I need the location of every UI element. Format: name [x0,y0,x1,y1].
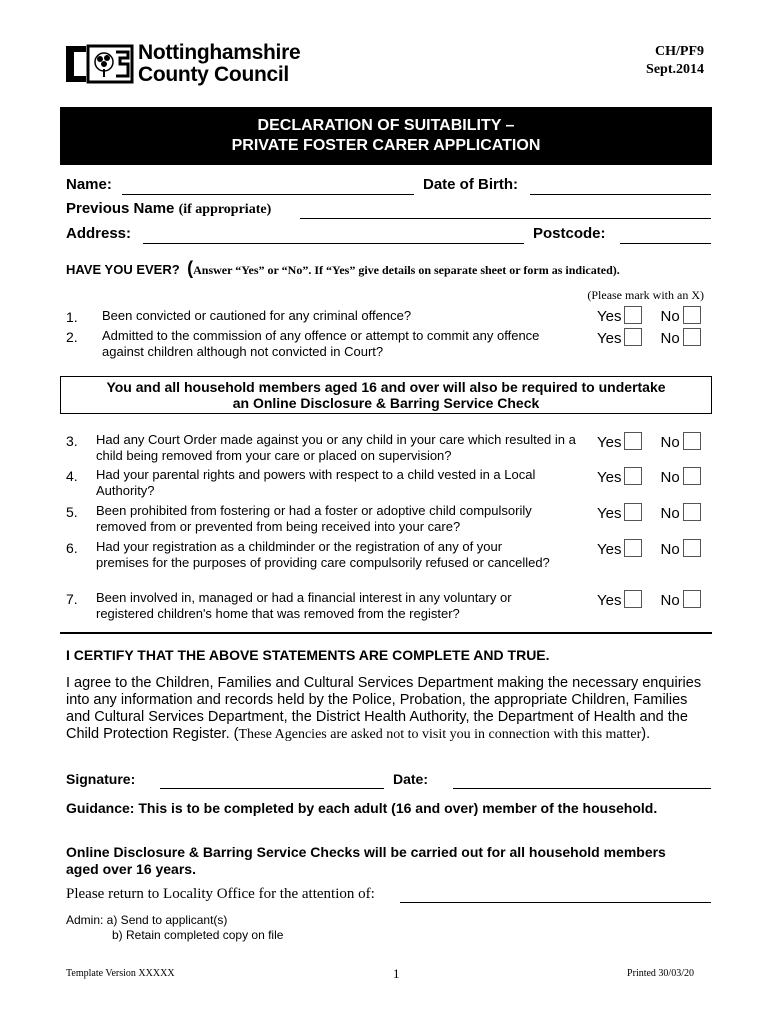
admin-line2: b) Retain completed copy on file [112,928,284,942]
footer-page-number: 1 [393,966,400,981]
previous-name-note: (if appropriate) [178,202,272,217]
no-label: No [660,592,680,609]
no-checkbox[interactable] [683,328,701,346]
dbs-checks-note: Online Disclosure & Barring Service Checks will be carried out for all household members aged over 16 years. [66,844,666,877]
question-number: 5. [66,504,78,520]
return-attention-field[interactable] [400,902,711,903]
signature-label: Signature: [66,771,136,787]
signature-date-field[interactable] [453,788,711,789]
dbs-notice-line1: You and all household members aged 16 and over will also be required to undertake [106,379,666,395]
org-name-line2: County Council [138,63,289,86]
question-text: Had your parental rights and powers with respect to a child vested in a Local Authority? [96,467,536,498]
yes-checkbox[interactable] [624,590,642,608]
dob-label: Date of Birth: [423,176,518,193]
no-checkbox[interactable] [683,590,701,608]
address-label: Address: [66,225,132,242]
question-number: 6. [66,540,78,556]
yes-checkbox[interactable] [624,306,642,324]
title-line1: DECLARATION OF SUITABILITY – [257,117,515,134]
name-field[interactable] [122,194,414,195]
postcode-label: Postcode: [533,225,606,242]
previous-name-label [66,200,271,218]
signature-field[interactable] [160,788,384,789]
no-checkbox[interactable] [683,539,701,557]
no-checkbox[interactable] [683,467,701,485]
yes-label: Yes [597,505,622,522]
question-number: 7. [66,591,78,607]
answer-group [597,467,701,486]
question-number: 4. [66,468,78,484]
question-text: Been prohibited from fostering or had a foster or adoptive child compulsorily removed from or prevented from being received into your care? [96,503,532,534]
certify-paren-close: ). [641,726,651,742]
title-banner [60,107,712,165]
answer-group [597,328,701,347]
question-text: Had your registration as a childminder or the registration of any of your premises for the purposes of providing care compulsorily refused or cancelled? [96,539,550,570]
council-crest-icon [64,44,134,84]
question-text: Been convicted or cautioned for any criminal offence? [102,308,412,323]
council-logo [64,44,134,84]
yes-label: Yes [597,308,622,325]
certify-paragraph [66,675,706,743]
certify-agencies-note: These Agencies are asked not to visit you in connection with this matter [238,727,642,742]
mark-note: (Please mark with an X) [587,288,704,302]
dbs-notice-line2: an Online Disclosure & Barring Service Check [232,395,540,411]
section-divider [60,632,712,634]
title-line2: PRIVATE FOSTER CARER APPLICATION [231,137,541,154]
signature-date-label: Date: [393,771,429,787]
no-label: No [660,330,680,347]
form-code: CH/PF9 [655,44,704,59]
no-checkbox[interactable] [683,306,701,324]
previous-name-label-text: Previous Name [66,200,175,217]
certify-paren: ( [233,726,239,742]
footer-printed-date: Printed 30/03/20 [627,968,694,979]
have-you-ever-row [66,258,620,279]
form-date: Sept.2014 [646,62,704,77]
no-label: No [660,434,680,451]
org-name-line1: Nottinghamshire [138,41,301,64]
no-checkbox[interactable] [683,432,701,450]
yes-checkbox[interactable] [624,539,642,557]
yes-label: Yes [597,434,622,451]
yes-label: Yes [597,592,622,609]
have-you-ever-label: HAVE YOU EVER? [66,262,180,277]
no-label: No [660,505,680,522]
postcode-field[interactable] [620,243,711,244]
footer-template-version: Template Version XXXXX [66,968,175,979]
previous-name-field[interactable] [300,218,711,219]
answer-group [597,306,701,325]
dbs-notice-box [60,376,712,414]
answer-group [597,590,701,609]
no-label: No [660,308,680,325]
yes-checkbox[interactable] [624,503,642,521]
have-you-ever-paren: ( [187,258,194,278]
question-text: Been involved in, managed or had a financial interest in any voluntary or registered children's home that was removed from the register? [96,590,512,621]
yes-checkbox[interactable] [624,328,642,346]
yes-label: Yes [597,330,622,347]
have-you-ever-instructions: Answer “Yes” or “No”. If “Yes” give details on separate sheet or form as indicated). [193,263,620,277]
question-number: 2. [66,329,78,345]
answer-group [597,503,701,522]
answer-group [597,539,701,558]
name-label: Name: [66,176,112,193]
question-number: 1. [66,309,78,325]
answer-group [597,432,701,451]
question-text: Admitted to the commission of any offence or attempt to commit any offence against children although not convicted in Court? [102,328,540,359]
yes-label: Yes [597,469,622,486]
yes-label: Yes [597,541,622,558]
no-label: No [660,469,680,486]
no-label: No [660,541,680,558]
question-number: 3. [66,433,78,449]
question-text: Had any Court Order made against you or any child in your care which resulted in a child being removed from your care or placed on supervision? [96,432,576,463]
certify-body: I agree to the Children, Families and Cultural Services Department making the necessary enquiries into any information and records held by the Police, Probation, the appropriate Children, Families and Cultural Services Department, the District Health Authority, the Department of Health and the Child Protection Register. [66,675,702,742]
guidance-text: Guidance: This is to be completed by each adult (16 and over) member of the household. [66,800,658,816]
admin-line1: Admin: a) Send to applicant(s) [66,913,228,927]
address-field[interactable] [143,243,524,244]
yes-checkbox[interactable] [624,467,642,485]
return-label: Please return to Locality Office for the attention of: [66,886,375,902]
certify-heading: I CERTIFY THAT THE ABOVE STATEMENTS ARE COMPLETE AND TRUE. [66,647,550,663]
dob-field[interactable] [530,194,711,195]
no-checkbox[interactable] [683,503,701,521]
yes-checkbox[interactable] [624,432,642,450]
